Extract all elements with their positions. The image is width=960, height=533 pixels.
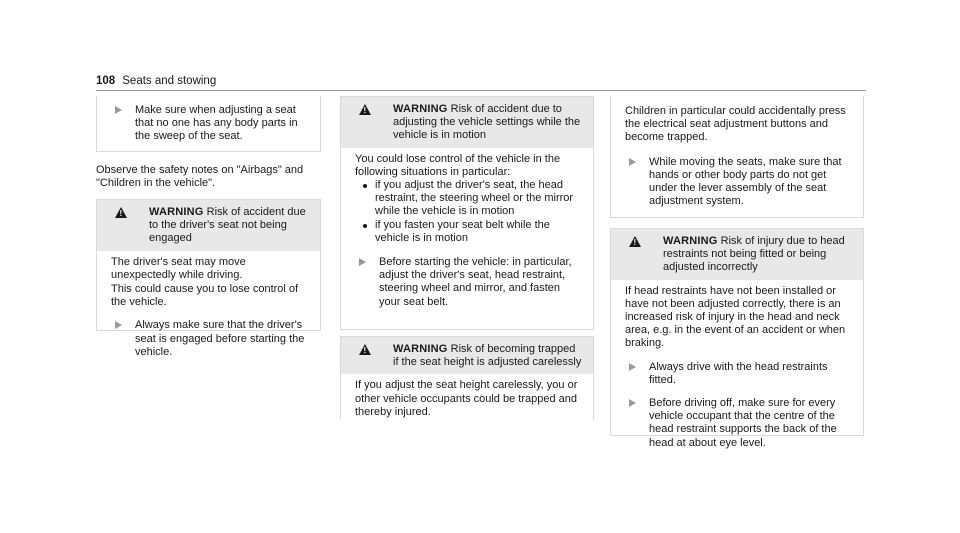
warning-body-1: The driver's seat may move unexpectedly while driving. — [111, 255, 246, 281]
children-trapped-continued-box — [610, 96, 864, 218]
warning-box-head-restraints — [610, 228, 864, 449]
step-arrow-icon — [115, 321, 122, 329]
step-text: Make sure when adjusting a seat that no one has any body parts in the sweep of the seat. — [135, 104, 298, 143]
warning-label: WARNING — [663, 235, 718, 247]
warning-triangle-icon — [359, 344, 371, 355]
list-item-text: if you adjust the driver's seat, the head restraint, the steering wheel or the mirror while the vehicle is in motion — [375, 179, 574, 218]
warning-box-seat-engaged — [96, 199, 321, 358]
warning-header — [611, 229, 863, 280]
warning-box-seat-height — [340, 336, 594, 420]
instruction-step — [111, 319, 310, 359]
instruction-step — [111, 104, 310, 144]
observe-text: Observe the safety notes on "Airbags" and "Children in the vehicle". — [96, 164, 304, 190]
seat-adjust-continued-box — [96, 96, 321, 152]
warning-header — [341, 97, 593, 148]
warning-intro: You could lose control of the vehicle in the following situations in particular: — [355, 152, 561, 178]
list-item — [355, 179, 583, 219]
instruction-step — [625, 397, 853, 450]
page-number: 108 — [96, 75, 116, 87]
step-arrow-icon — [629, 399, 636, 407]
warning-triangle-icon — [359, 104, 371, 115]
warning-title: Risk of becoming trapped if the seat height is adjusted carelessly — [393, 343, 582, 369]
warning-title: Risk of injury due to head restraints not being fitted or being adjusted incorrectly — [663, 235, 845, 274]
warning-body: If you adjust the seat height carelessly, you or other vehicle occupants could be trapped and thereby injured. — [355, 379, 578, 418]
section-title: Seats and stowing — [122, 75, 217, 87]
warning-triangle-icon — [629, 236, 641, 247]
step-text: Always make sure that the driver's seat is engaged before starting the vehicle. — [135, 319, 305, 358]
step-arrow-icon — [629, 158, 636, 166]
step-text: While moving the seats, make sure that hands or other body parts do not get under the lever assembly of the seat adjustment system. — [649, 155, 842, 208]
warning-label: WARNING — [149, 206, 204, 218]
warning-title: Risk of accident due to the driver's seat not being engaged — [149, 206, 306, 245]
instruction-step — [355, 256, 583, 309]
page-header — [96, 75, 866, 91]
step-arrow-icon — [359, 258, 366, 266]
header-divider — [96, 90, 866, 91]
step-arrow-icon — [115, 106, 122, 114]
step-text: Before starting the vehicle: in particular, adjust the driver's seat, head restraint, steering wheel and mirror, and fasten your seat belt. — [379, 256, 572, 308]
warning-body: If head restraints have not been installed or have not been adjusted correctly, there is an increased risk of injury in the head and neck area, e.g. in the event of an accident or when braking. — [625, 284, 846, 350]
warning-header — [341, 337, 593, 374]
warning-title: Risk of accident due to adjusting the vehicle settings while the vehicle is in motion — [393, 103, 581, 142]
warning-label: WARNING — [393, 343, 448, 355]
instruction-step — [625, 156, 853, 209]
list-item — [355, 219, 583, 245]
warning-header — [97, 200, 320, 251]
step-arrow-icon — [629, 363, 636, 371]
warning-body-2: This could cause you to lose control of the vehicle. — [111, 283, 299, 309]
list-item-text: if you fasten your seat belt while the vehicle is in motion — [375, 218, 550, 244]
step-text: Before driving off, make sure for every vehicle occupant that the centre of the head restraint supports the back of the head at about eye level. — [649, 397, 837, 449]
continued-text: Children in particular could accidentally press the electrical seat adjustment buttons and become trapped. — [625, 105, 846, 144]
warning-label: WARNING — [393, 103, 448, 115]
step-text: Always drive with the head restraints fitted. — [649, 360, 828, 386]
warning-box-adjusting-in-motion — [340, 96, 594, 330]
instruction-step — [625, 361, 853, 387]
observe-note — [96, 164, 318, 190]
warning-triangle-icon — [115, 207, 127, 218]
